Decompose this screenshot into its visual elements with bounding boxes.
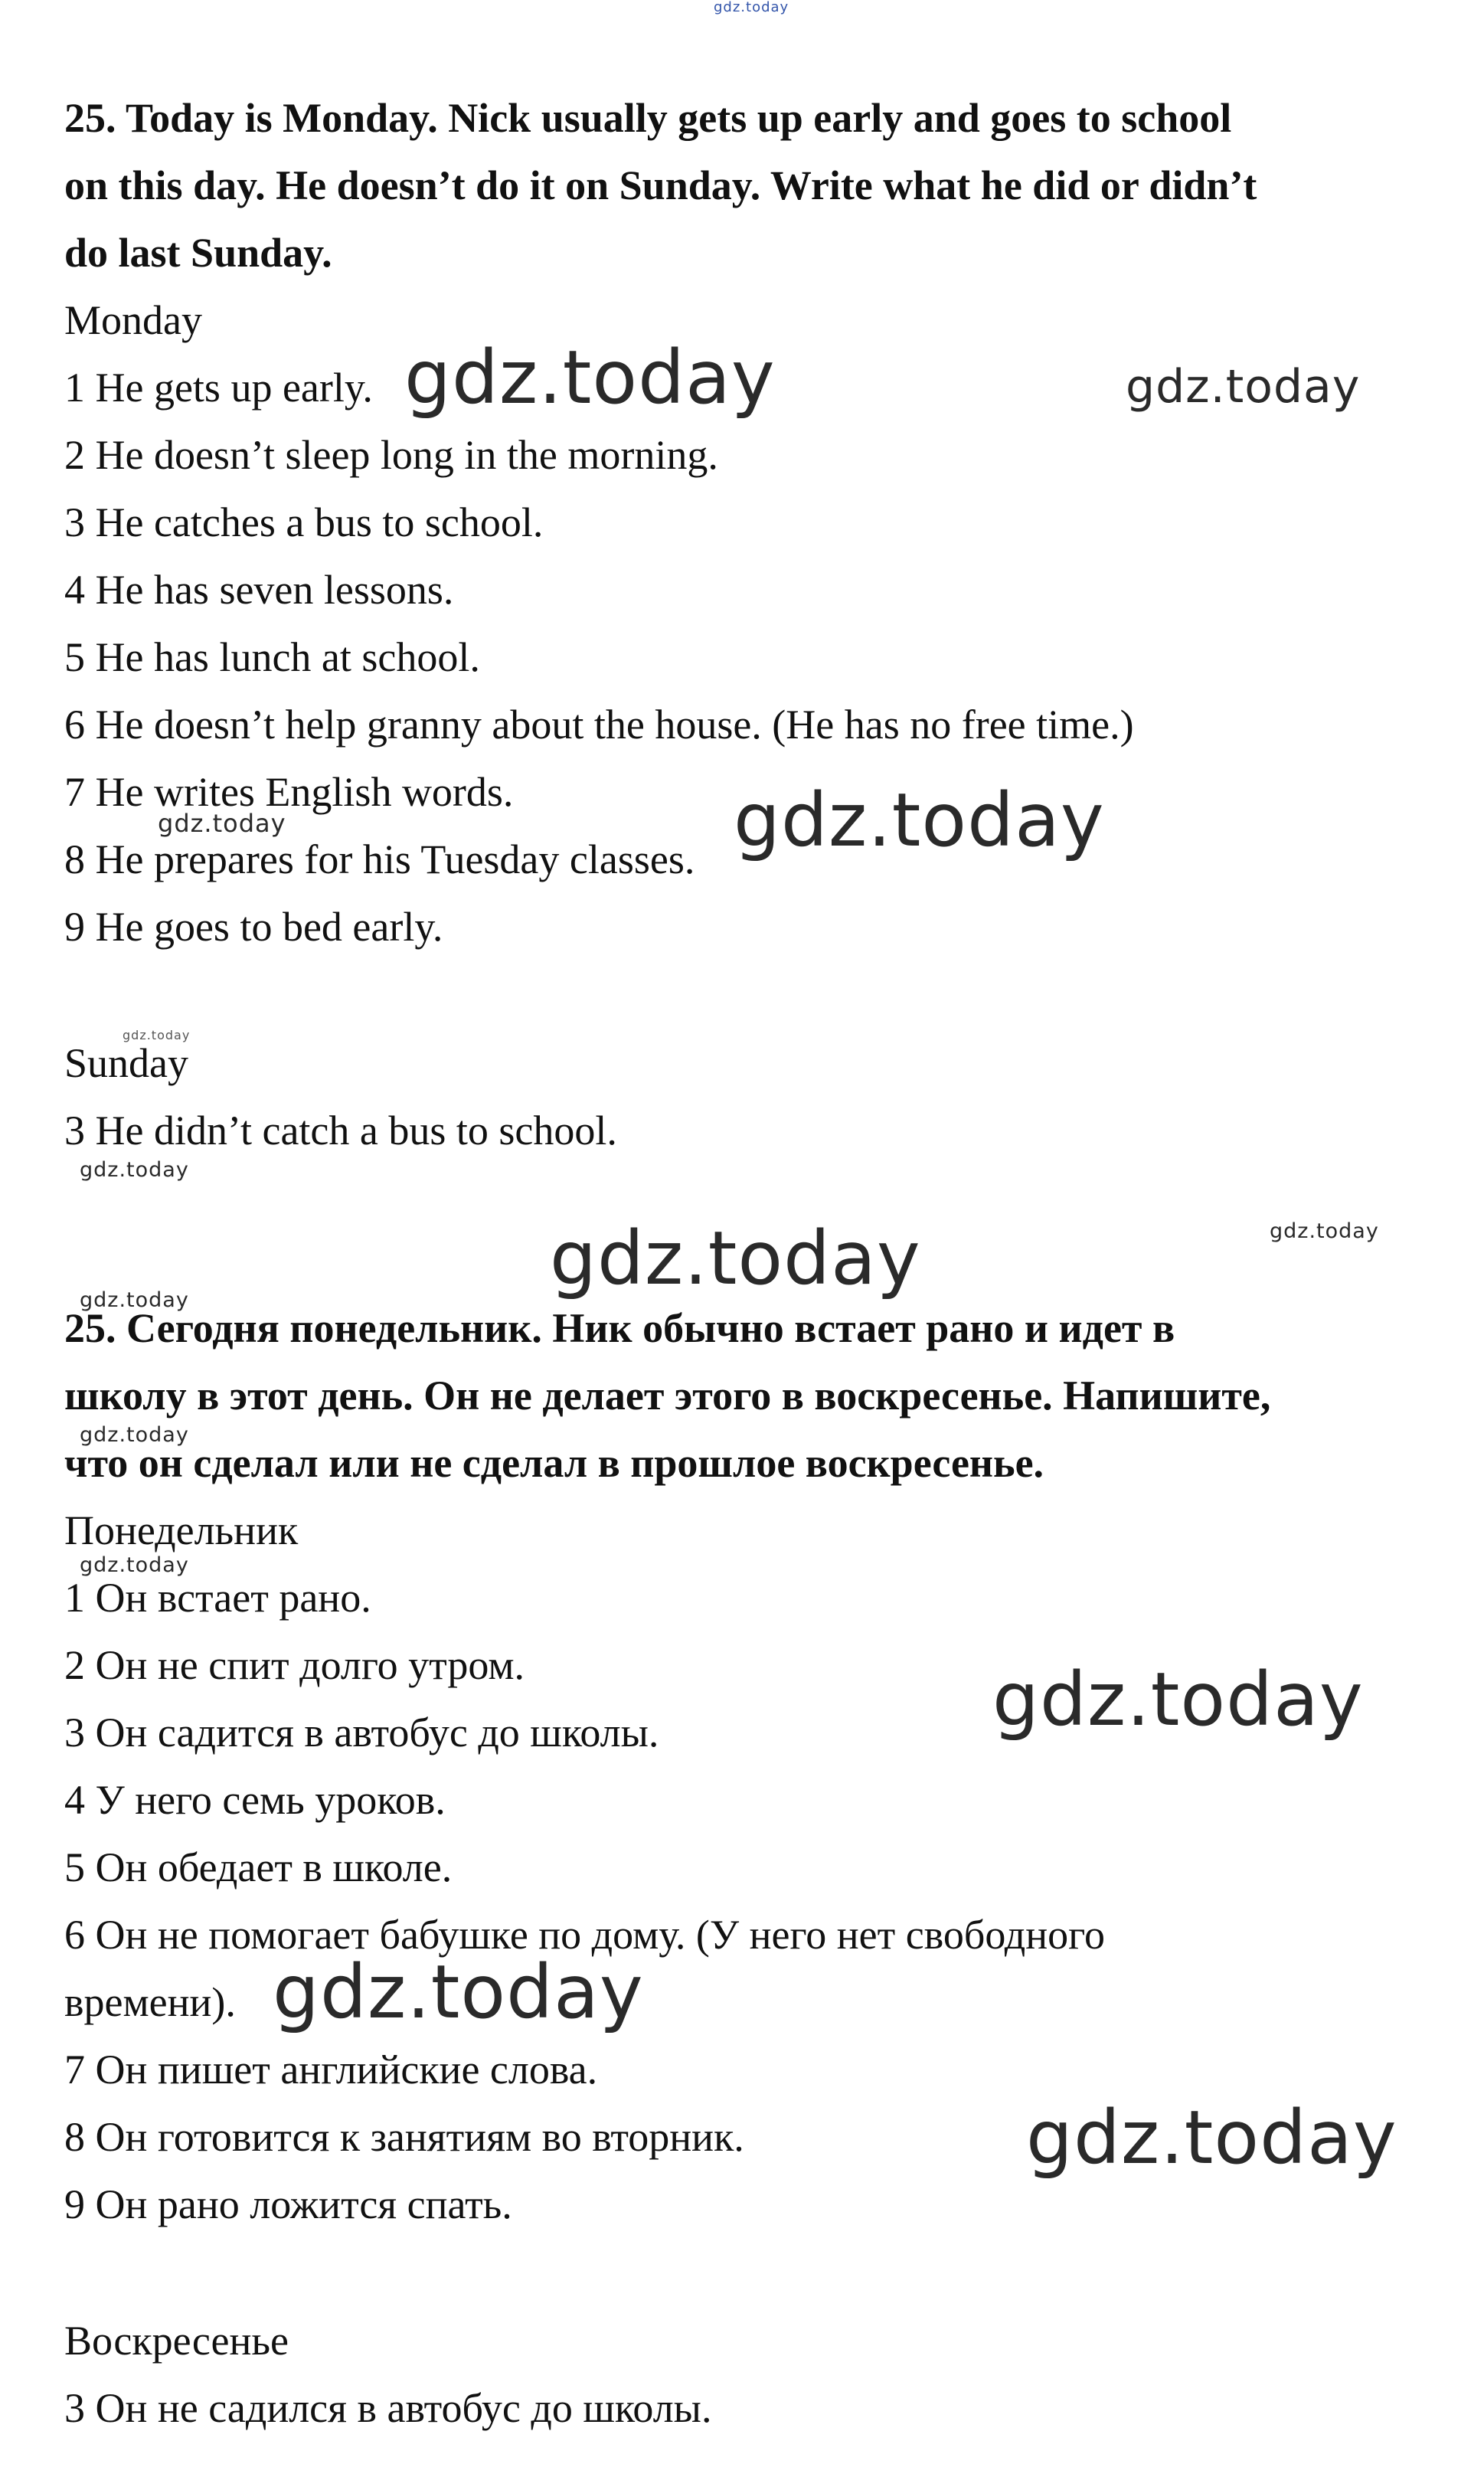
en-sunday-heading: Sunday xyxy=(64,1040,188,1086)
en-monday-item-3: 3 He catches a bus to school. xyxy=(64,499,544,545)
en-task-line-3: do last Sunday. xyxy=(64,230,332,276)
en-sunday-item-1: 3 He didn’t catch a bus to school. xyxy=(64,1108,617,1153)
en-monday-item-7: 7 He writes English words. xyxy=(64,769,514,815)
en-monday-item-6: 6 He doesn’t help granny about the house. (He has no free time.) xyxy=(64,702,1134,748)
ru-task-line-1: 25. Сегодня понедельник. Ник обычно встает рано и идет в xyxy=(64,1305,1175,1351)
ru-sunday-item-1: 3 Он не садился в автобус до школы. xyxy=(64,2385,712,2431)
watermark-5: gdz.today xyxy=(123,1028,191,1042)
ru-monday-item-7: 7 Он пишет английские слова. xyxy=(64,2047,598,2093)
ru-monday-item-5: 5 Он обедает в школе. xyxy=(64,1844,453,1890)
watermark-11: gdz.today xyxy=(80,1553,189,1577)
watermark-12: gdz.today xyxy=(992,1657,1364,1742)
en-monday-item-5: 5 He has lunch at school. xyxy=(64,634,480,680)
ru-monday-item-8: 8 Он готовится к занятиям во вторник. xyxy=(64,2114,744,2160)
watermark-9: gdz.today xyxy=(80,1288,189,1312)
watermark-7: gdz.today xyxy=(550,1216,921,1301)
ru-task-line-2: школу в этот день. Он не делает этого в воскресенье. Напишите, xyxy=(64,1373,1271,1418)
watermark-2: gdz.today xyxy=(1126,360,1361,414)
en-monday-item-4: 4 He has seven lessons. xyxy=(64,567,454,613)
watermark-1: gdz.today xyxy=(404,335,776,420)
watermark-3: gdz.today xyxy=(734,777,1105,863)
watermark-10: gdz.today xyxy=(80,1423,189,1447)
en-monday-item-2: 2 He doesn’t sleep long in the morning. xyxy=(64,432,718,478)
watermark-14: gdz.today xyxy=(1026,2095,1397,2181)
ru-monday-heading: Понедельник xyxy=(64,1507,299,1553)
en-task-line-1: 25. Today is Monday. Nick usually gets up early and goes to school xyxy=(64,95,1232,141)
ru-monday-item-6: 6 Он не помогает бабушке по дому. (У него нет свободного xyxy=(64,1912,1105,1958)
ru-monday-item-2: 2 Он не спит долго утром. xyxy=(64,1642,525,1688)
watermark-8: gdz.today xyxy=(1270,1219,1379,1243)
en-task-line-2: on this day. He doesn’t do it on Sunday. Write what he did or didn’t xyxy=(64,162,1257,208)
en-monday-heading: Monday xyxy=(64,297,202,343)
en-monday-item-9: 9 He goes to bed early. xyxy=(64,904,443,950)
en-monday-item-1: 1 He gets up early. xyxy=(64,365,373,411)
ru-monday-item-6-cont: времени). xyxy=(64,1979,236,2025)
ru-monday-item-4: 4 У него семь уроков. xyxy=(64,1777,446,1823)
watermark-13: gdz.today xyxy=(273,1949,644,2035)
ru-sunday-heading: Воскресенье xyxy=(64,2318,289,2364)
ru-monday-item-1: 1 Он встает рано. xyxy=(64,1575,371,1621)
watermark-4: gdz.today xyxy=(158,809,286,838)
en-monday-item-8: 8 He prepares for his Tuesday classes. xyxy=(64,836,695,882)
ru-task-line-3: что он сделал или не сделал в прошлое воскресенье. xyxy=(64,1440,1044,1486)
watermark-top: gdz.today xyxy=(714,0,789,15)
ru-monday-item-9: 9 Он рано ложится спать. xyxy=(64,2181,512,2227)
ru-monday-item-3: 3 Он садится в автобус до школы. xyxy=(64,1710,659,1755)
watermark-6: gdz.today xyxy=(80,1158,189,1182)
